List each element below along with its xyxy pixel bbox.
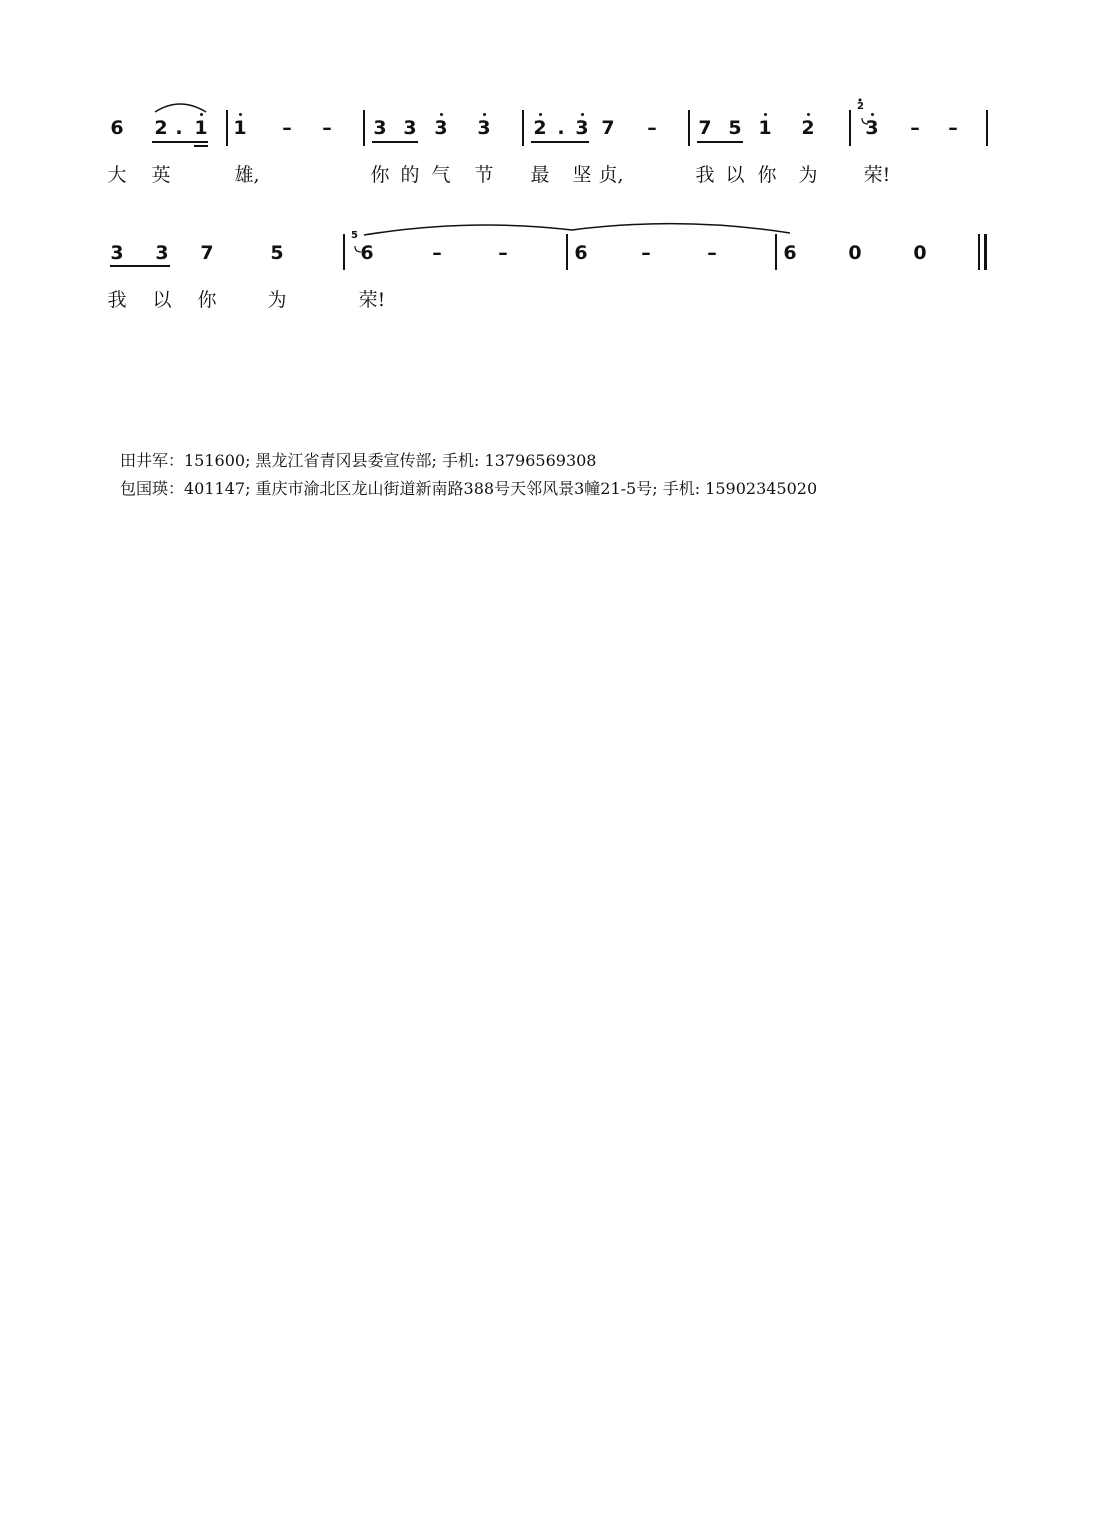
dash-note: – [432, 242, 442, 264]
lyric-syllable: 坚 [572, 164, 592, 186]
beam [152, 141, 208, 143]
octave-dot [539, 113, 542, 116]
note: 5 [728, 117, 742, 139]
lyric-syllable: 我 [695, 164, 715, 186]
beam [372, 141, 418, 143]
grace-note-line-2: 5 [351, 230, 358, 241]
note: 5 [270, 242, 284, 264]
beam [697, 141, 743, 143]
note: 7 [200, 242, 214, 264]
note: 0 [848, 242, 862, 264]
octave-dot [764, 113, 767, 116]
slur [155, 104, 206, 112]
note: 6 [574, 242, 588, 264]
octave-dot [483, 113, 486, 116]
dash-note: – [282, 117, 292, 139]
note: 1 [758, 117, 772, 139]
lyric-syllable: 贞, [598, 164, 624, 186]
tie [364, 225, 572, 235]
final-bar-thick [984, 234, 987, 270]
note: 3 [373, 117, 387, 139]
lyric-syllable: 大 [107, 164, 127, 186]
lyric-syllable: 我 [107, 289, 127, 311]
octave-dot [440, 113, 443, 116]
contact-line-2: 包国瑛：401147; 重庆市渝北区龙山街道新南路388号天邻风景3幢21-5号; 手机: 15902345020 [120, 479, 818, 498]
bar-line [522, 110, 524, 146]
dash-note: – [322, 117, 332, 139]
lyric-syllable: 你 [757, 164, 777, 186]
note: 6 [360, 242, 374, 264]
bar-line [986, 110, 988, 146]
lyric-syllable: 气 [431, 164, 451, 186]
note: 3 [110, 242, 124, 264]
lyric-syllable: 为 [798, 164, 818, 186]
dash-note: – [498, 242, 508, 264]
note: 3 [434, 117, 448, 139]
lyric-syllable: 荣! [358, 289, 386, 311]
bar-line [226, 110, 228, 146]
note: 2 [533, 117, 547, 139]
note: 1 [233, 117, 247, 139]
lyric-syllable: 的 [400, 164, 420, 186]
beam [531, 141, 589, 143]
grace-note-line-1: 2 [857, 101, 864, 112]
note: 3 [865, 117, 879, 139]
lyric-syllable: 你 [370, 164, 390, 186]
note: 7 [698, 117, 712, 139]
dash-note: – [910, 117, 920, 139]
note: 3 [155, 242, 169, 264]
bar-line [363, 110, 365, 146]
bar-line [343, 234, 345, 270]
note: 3 [477, 117, 491, 139]
dash-note: – [707, 242, 717, 264]
beam [194, 145, 208, 147]
note: 6 [110, 117, 124, 139]
lyric-syllable: 英 [151, 164, 171, 186]
lyric-syllable: 你 [197, 289, 217, 311]
lyric-syllable: 以 [152, 289, 172, 311]
note: 7 [601, 117, 615, 139]
note: 1 [194, 117, 208, 139]
octave-dot [581, 113, 584, 116]
lyric-syllable: 以 [725, 164, 745, 186]
lyric-syllable: 节 [474, 164, 494, 186]
bar-line [849, 110, 851, 146]
final-bar-thin [978, 234, 980, 270]
dash-note: – [647, 117, 657, 139]
bar-line [775, 234, 777, 270]
tie [572, 224, 790, 233]
note: 3 [403, 117, 417, 139]
contact-line-1: 田井军：151600; 黑龙江省青冈县委宣传部; 手机: 13796569308 [120, 451, 597, 470]
dash-note: – [641, 242, 651, 264]
octave-dot [871, 113, 874, 116]
beam [110, 265, 170, 267]
bar-line [688, 110, 690, 146]
lyric-syllable: 为 [267, 289, 287, 311]
bar-line [566, 234, 568, 270]
lyric-syllable: 最 [530, 164, 550, 186]
lyric-syllable: 雄, [234, 164, 260, 186]
octave-dot [807, 113, 810, 116]
dash-note: – [948, 117, 958, 139]
note: 0 [913, 242, 927, 264]
note: . [175, 117, 183, 139]
octave-dot [200, 113, 203, 116]
note: 6 [783, 242, 797, 264]
note: . [557, 117, 565, 139]
note: 2 [154, 117, 168, 139]
octave-dot [239, 113, 242, 116]
lyric-syllable: 荣! [863, 164, 891, 186]
note: 2 [801, 117, 815, 139]
note: 3 [575, 117, 589, 139]
